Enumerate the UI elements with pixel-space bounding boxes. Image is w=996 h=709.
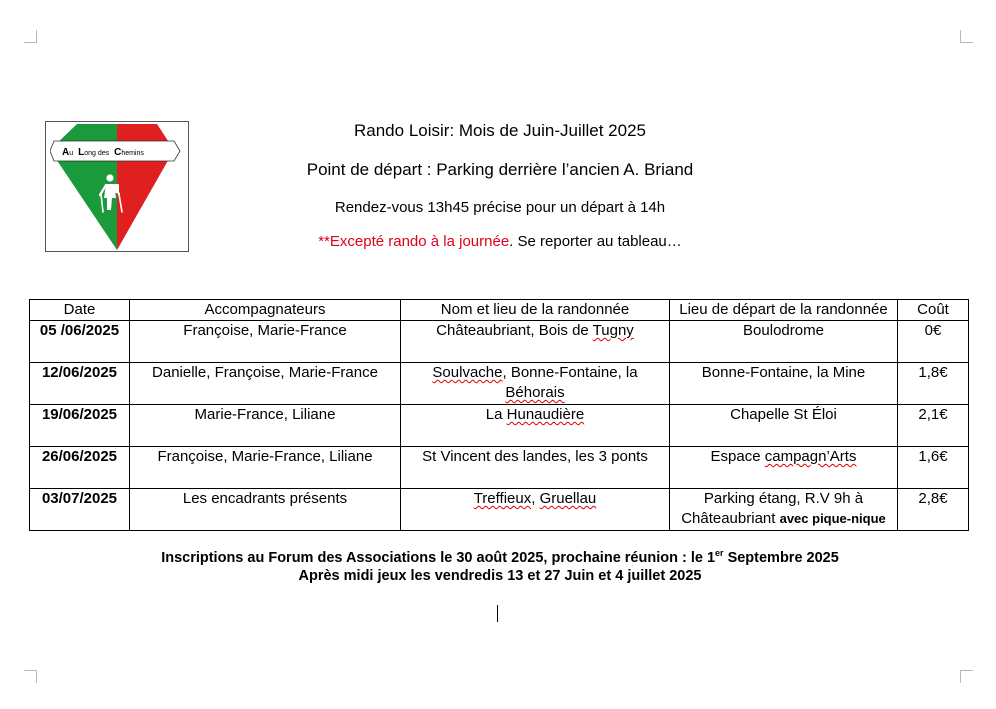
cell-text: Châteaubriant, Bois de [436, 322, 593, 339]
table-row [30, 321, 969, 363]
table-row [30, 363, 969, 405]
exception-note-rest: . Se reporter au tableau… [509, 233, 682, 250]
logo-letter-c: C [114, 147, 122, 158]
logo-word-ong-des: ong des [84, 150, 110, 157]
cell-cost: 2,8€ [898, 489, 969, 531]
cell-text: La [485, 406, 507, 423]
cell-companions: Les encadrants présents [130, 489, 401, 531]
cell-cost: 1,6€ [898, 447, 969, 489]
cell-text-spellcheck: Soulvache [432, 364, 503, 381]
cell-date: 03/07/2025 [30, 489, 130, 531]
corner-mark-top-left [24, 30, 37, 43]
cell-cost: 0€ [898, 321, 969, 363]
table-row [30, 405, 969, 447]
corner-mark-bottom-left [24, 670, 37, 683]
page-title: Rando Loisir: Mois de Juin-Juillet 2025 [354, 121, 646, 140]
header-hike-name: Nom et lieu de la randonnée [401, 300, 670, 321]
club-logo [45, 121, 189, 252]
cell-text: , Bonne-Fontaine, la [502, 364, 638, 381]
cell-cost: 1,8€ [898, 363, 969, 405]
cell-text-spellcheck: Tugny [592, 322, 634, 339]
cell-text: , [531, 490, 540, 507]
games-afternoon-note: Après midi jeux les vendredis 13 et 27 Juin et 4 juillet 2025 [298, 568, 702, 584]
cell-hike-name [401, 321, 670, 363]
departure-point: Point de départ : Parking derrière l’ancien A. Briand [306, 160, 694, 179]
cell-text-spellcheck: campagn’Arts [764, 448, 857, 465]
cell-date: 12/06/2025 [30, 363, 130, 405]
exception-note [250, 233, 750, 250]
header-companions: Accompagnateurs [130, 300, 401, 321]
cell-hike-name: St Vincent des landes, les 3 ponts [401, 447, 670, 489]
cell-cost: 2,1€ [898, 405, 969, 447]
picnic-note: avec pique-nique [779, 511, 886, 526]
cell-text-spellcheck: Hunaudière [506, 406, 585, 423]
registration-note [100, 548, 900, 566]
cell-start-location [670, 489, 898, 531]
cell-companions: Françoise, Marie-France, Liliane [130, 447, 401, 489]
cell-companions: Danielle, Françoise, Marie-France [130, 363, 401, 405]
logo-letter-a: A [62, 147, 70, 158]
cell-start-location [670, 447, 898, 489]
cell-date: 05 /06/2025 [30, 321, 130, 363]
header-date: Date [30, 300, 130, 321]
header-start-location: Lieu de départ de la randonnée [670, 300, 898, 321]
cell-companions: Françoise, Marie-France [130, 321, 401, 363]
meeting-time: Rendez-vous 13h45 précise pour un départ à 14h [334, 199, 666, 216]
cell-hike-name [401, 489, 670, 531]
cell-date: 19/06/2025 [30, 405, 130, 447]
hike-schedule-table [29, 299, 969, 531]
ordinal-suffix: er [715, 548, 724, 558]
registration-note-date: Septembre 2025 [723, 549, 839, 566]
cell-text: Espace [710, 448, 765, 465]
logo-word-hemins: hemins [121, 150, 144, 157]
corner-mark-top-right [960, 30, 973, 43]
exception-note-highlight: **Excepté rando à la journée [318, 233, 510, 250]
text-cursor[interactable] [497, 605, 498, 622]
cell-hike-name [401, 405, 670, 447]
cell-text: Parking étang, R.V 9h à Châteaubriant [681, 490, 864, 527]
cell-start-location: Boulodrome [670, 321, 898, 363]
cell-start-location: Chapelle St Éloi [670, 405, 898, 447]
cell-text-spellcheck: Treffieux [473, 490, 532, 507]
corner-mark-bottom-right [960, 670, 973, 683]
table-row [30, 489, 969, 531]
logo-diamond-graphic [50, 124, 184, 250]
table-row [30, 447, 969, 489]
cell-text-spellcheck: Gruellau [539, 490, 597, 507]
cell-companions: Marie-France, Liliane [130, 405, 401, 447]
logo-letter-l: L [78, 147, 85, 158]
header-cost: Coût [898, 300, 969, 321]
logo-word-u: u [69, 150, 74, 157]
cell-date: 26/06/2025 [30, 447, 130, 489]
registration-note-text: Inscriptions au Forum des Associations le 30 août 2025, prochaine réunion : le 1 [161, 549, 716, 566]
cell-hike-name [401, 363, 670, 405]
cell-start-location: Bonne-Fontaine, la Mine [670, 363, 898, 405]
cell-text-spellcheck: Béhorais [505, 384, 565, 401]
table-header-row [30, 300, 969, 321]
